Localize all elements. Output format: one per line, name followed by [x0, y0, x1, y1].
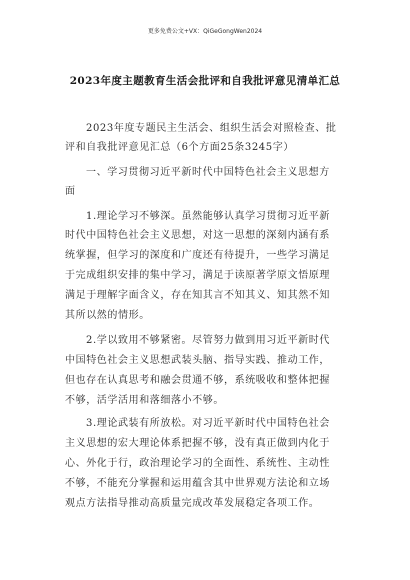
paragraph-line: 评和自我批评意见汇总（6个方面25条3245字）	[65, 142, 294, 153]
paragraph-line: 于完成组织安排的集中学习，满足于读原著学原文悟原理	[65, 270, 330, 281]
paragraph-line: 不够，活学活用和落细落小不够。	[65, 395, 224, 406]
paragraph-line: 1.理论学习不够深。虽然能够认真学习贯彻习近平新	[86, 211, 330, 222]
paragraph-line: 主义思想的宏大理论体系把握不够，没有真正做到内化于	[65, 438, 330, 449]
paragraph-line: 3.理论武装有所放松。对习近平新时代中国特色社会	[86, 418, 330, 429]
section-heading-line: 一、学习贯彻习近平新时代中国特色社会主义思想方	[86, 167, 330, 178]
paragraph-line: 心、外化于行，政治理论学习的全面性、系统性、主动性	[65, 458, 330, 469]
paragraph-line: 2023年度专题民主生活会、组织生活会对照检查、批	[86, 123, 337, 134]
paragraph-line: 时代中国特色社会主义思想，对这一思想的深刻内涵有系	[65, 230, 330, 241]
section-heading-line: 面	[65, 186, 76, 197]
document-title: 2023年度主题教育生活会批评和自我批评意见清单汇总	[69, 75, 341, 87]
paragraph-line: 统掌握，但学习的深度和广度还有待提升，一些学习满足	[65, 250, 330, 261]
paragraph-line: 观点方法指导推动高质量完成改革发展稳定各项工作。	[65, 498, 320, 509]
paragraph-line: 其所以然的情形。	[65, 310, 150, 321]
paragraph-line: 2.学以致用不够紧密。尽管努力做到用习近平新时代	[86, 335, 330, 346]
header-note: 更多免费公文+VX：QiGeGongWen2024	[147, 28, 263, 35]
paragraph-line: 不够，不能充分掌握和运用蕴含其中世界观方法论和立场	[65, 478, 330, 489]
paragraph-line: 但也存在认真思考和融会贯通不够，系统吸收和整体把握	[65, 375, 330, 386]
paragraph-line: 满足于理解字面含义，存在知其言不知其义、知其然不知	[65, 290, 330, 301]
paragraph-line: 中国特色社会主义思想武装头脑、指导实践、推动工作，	[65, 355, 330, 366]
